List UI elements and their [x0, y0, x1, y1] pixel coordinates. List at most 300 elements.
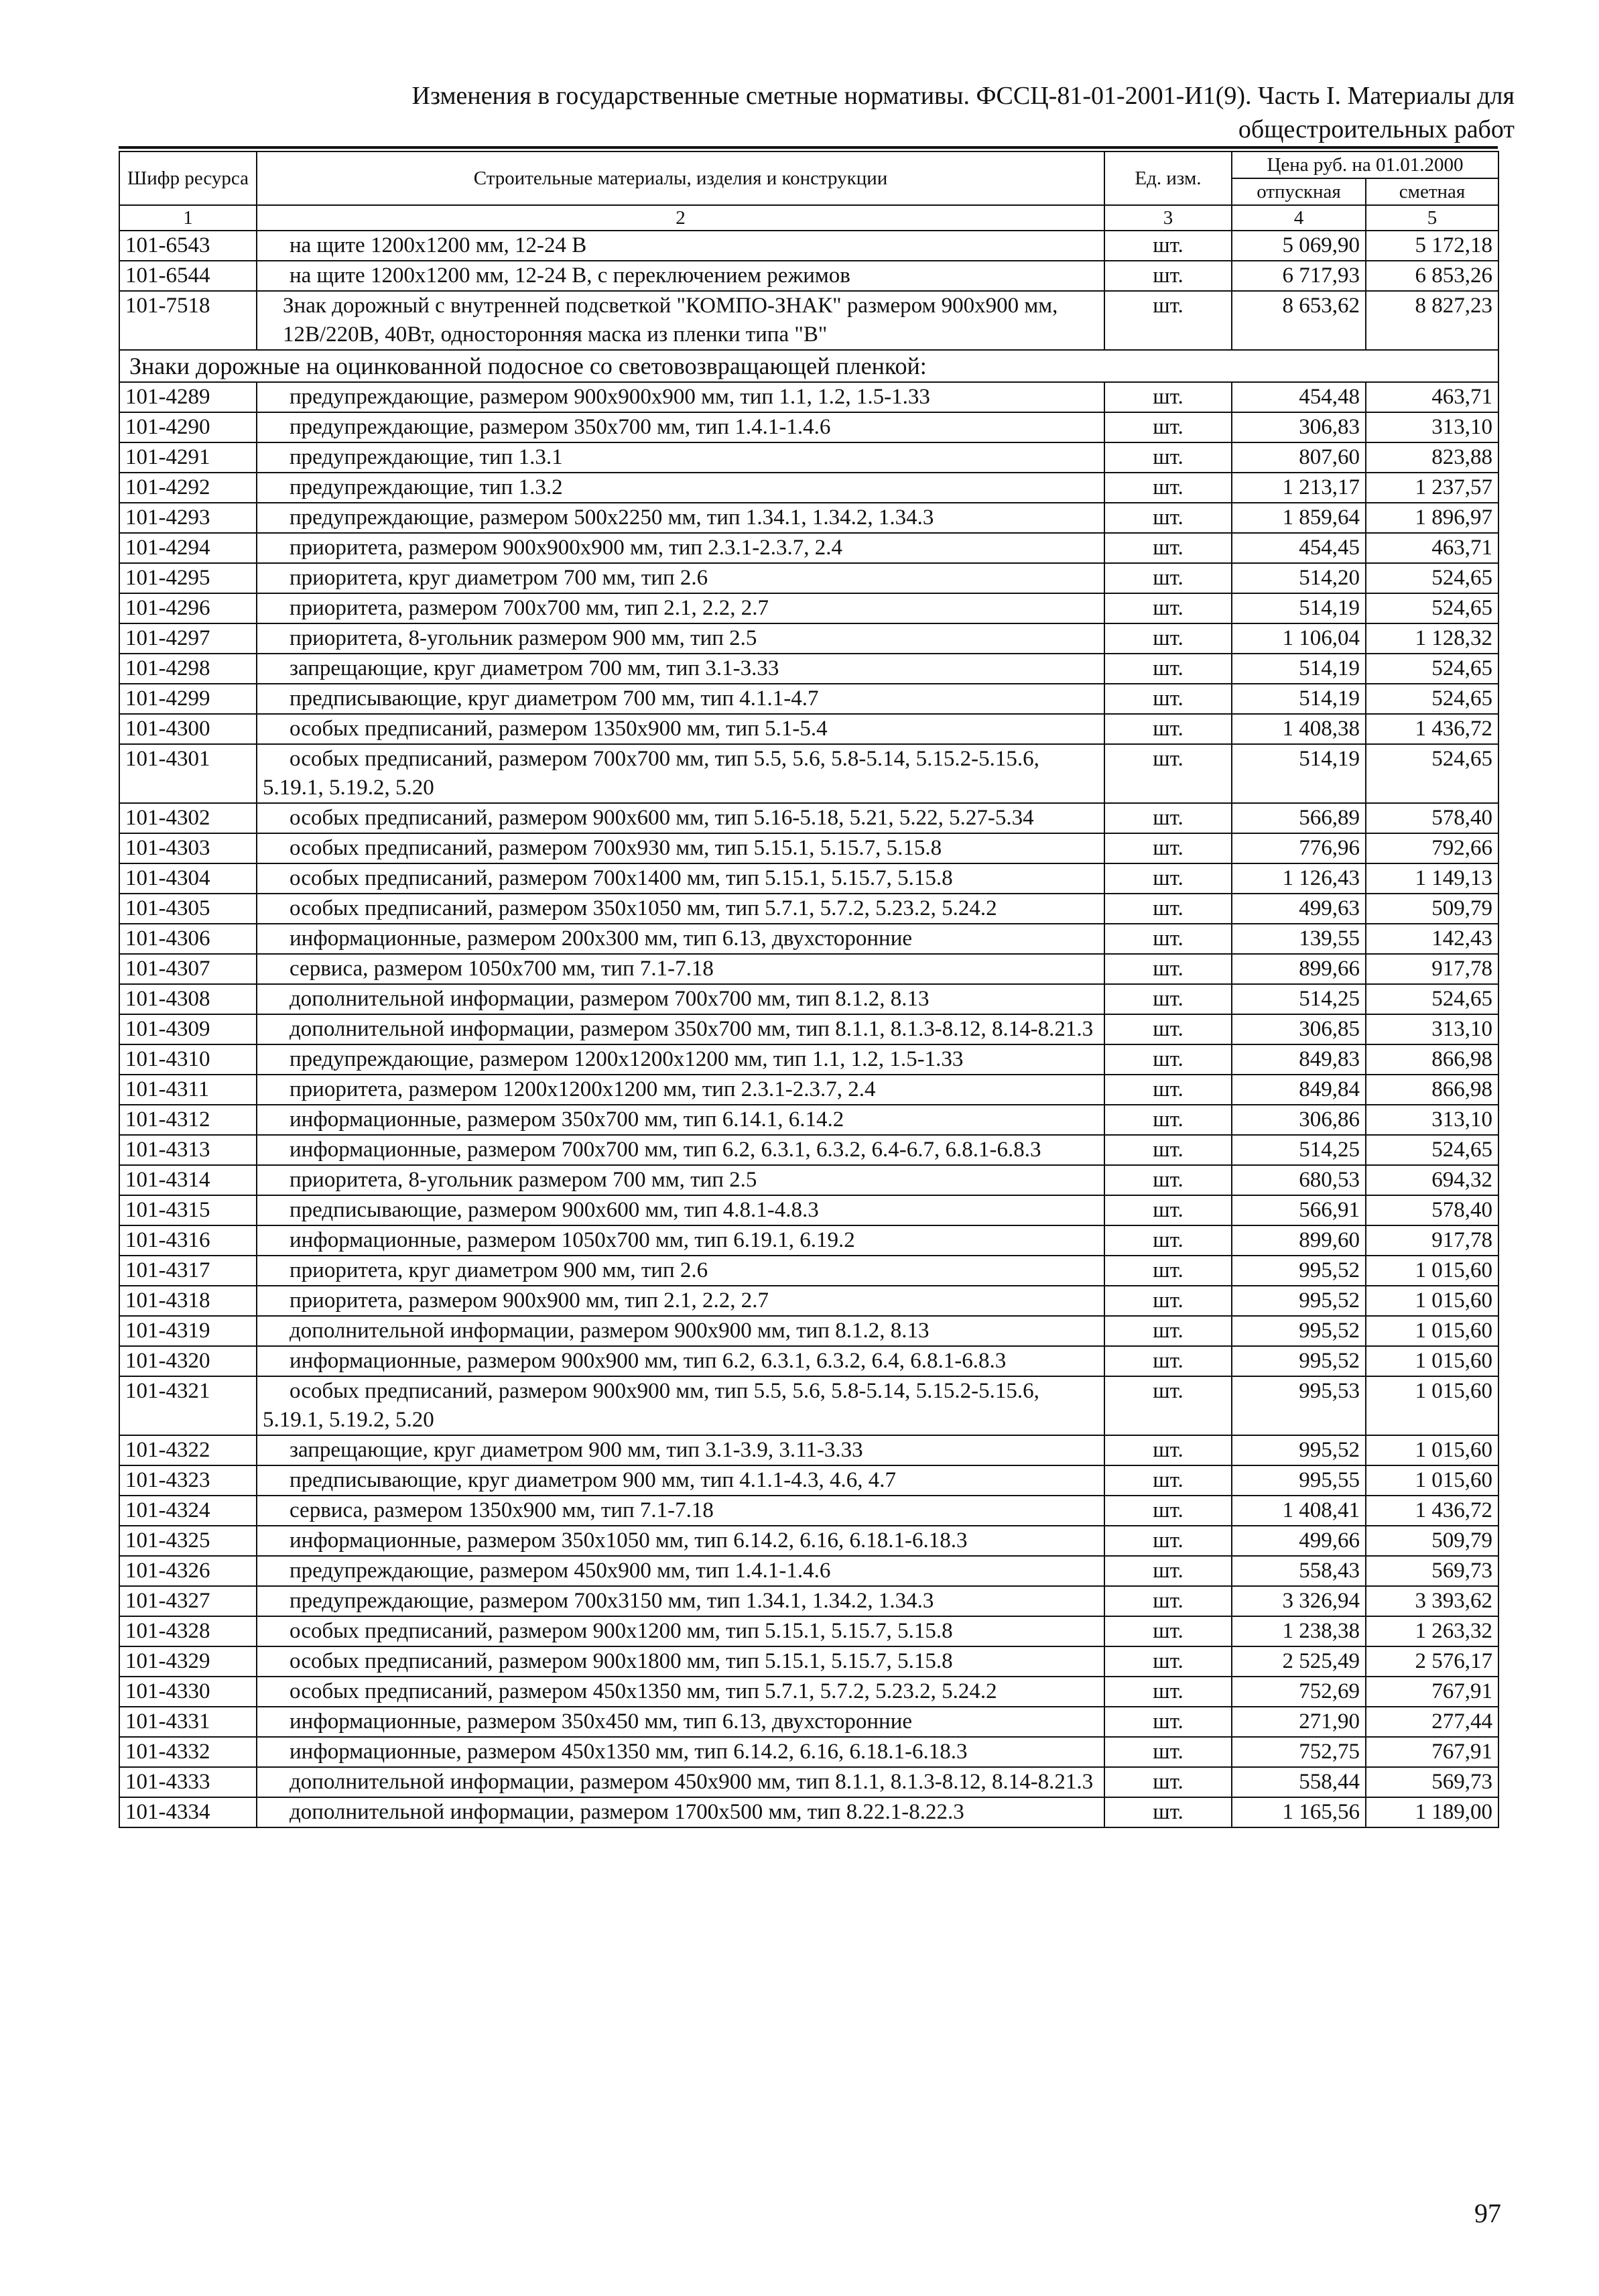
resource-code: 101-4314: [119, 1165, 257, 1195]
release-price: 995,55: [1232, 1465, 1366, 1496]
estimate-price: 313,10: [1366, 412, 1498, 442]
unit-of-measure: шт.: [1104, 1797, 1232, 1827]
unit-of-measure: шт.: [1104, 1105, 1232, 1135]
table-row: [119, 533, 1498, 563]
release-price: 558,44: [1232, 1767, 1366, 1797]
material-description: дополнительной информации, размером 1700х500 мм, тип 8.22.1-8.22.3: [257, 1797, 1104, 1827]
section-title: Знаки дорожные на оцинкованной подосное со световозвращающей пленкой:: [119, 350, 1498, 382]
material-description: особых предписаний, размером 700х1400 мм, тип 5.15.1, 5.15.7, 5.15.8: [257, 863, 1104, 894]
material-description: особых предписаний, размером 900х600 мм, тип 5.16-5.18, 5.21, 5.22, 5.27-5.34: [257, 803, 1104, 833]
unit-of-measure: шт.: [1104, 473, 1232, 503]
resource-code: 101-4319: [119, 1316, 257, 1346]
material-description: на щите 1200х1200 мм, 12-24 В, с переключением режимов: [257, 261, 1104, 291]
resource-code: 101-4317: [119, 1256, 257, 1286]
material-description: информационные, размером 900х900 мм, тип 6.2, 6.3.1, 6.3.2, 6.4, 6.8.1-6.8.3: [257, 1346, 1104, 1376]
material-description: запрещающие, круг диаметром 700 мм, тип 3.1-3.33: [257, 654, 1104, 684]
material-description: дополнительной информации, размером 900х900 мм, тип 8.1.2, 8.13: [257, 1316, 1104, 1346]
resource-code: 101-4297: [119, 623, 257, 654]
column-number: 1: [119, 205, 257, 231]
resource-code: 101-4304: [119, 863, 257, 894]
header-code: Шифр ресурса: [119, 152, 257, 205]
release-price: 6 717,93: [1232, 261, 1366, 291]
unit-of-measure: шт.: [1104, 954, 1232, 984]
release-price: 499,66: [1232, 1526, 1366, 1556]
estimate-price: 524,65: [1366, 563, 1498, 593]
release-price: 995,53: [1232, 1376, 1366, 1435]
estimate-price: 1 263,32: [1366, 1616, 1498, 1646]
material-description: информационные, размером 350х450 мм, тип 6.13, двухсторонние: [257, 1707, 1104, 1737]
table-row: [119, 1526, 1498, 1556]
material-description: приоритета, размером 700х700 мм, тип 2.1, 2.2, 2.7: [257, 593, 1104, 623]
estimate-price: 694,32: [1366, 1165, 1498, 1195]
resource-code: 101-4295: [119, 563, 257, 593]
resource-code: 101-4318: [119, 1286, 257, 1316]
resource-code: 101-4291: [119, 442, 257, 473]
estimate-price: 2 576,17: [1366, 1646, 1498, 1677]
material-description: приоритета, 8-угольник размером 700 мм, тип 2.5: [257, 1165, 1104, 1195]
table-row: [119, 291, 1498, 350]
resource-code: 101-4302: [119, 803, 257, 833]
resource-code: 101-4334: [119, 1797, 257, 1827]
release-price: 499,63: [1232, 894, 1366, 924]
unit-of-measure: шт.: [1104, 1014, 1232, 1044]
table-row: [119, 1767, 1498, 1797]
table-row: [119, 1105, 1498, 1135]
material-description: предупреждающие, тип 1.3.1: [257, 442, 1104, 473]
release-price: 514,19: [1232, 654, 1366, 684]
release-price: 849,84: [1232, 1075, 1366, 1105]
table-row: [119, 1195, 1498, 1225]
material-description: предписывающие, круг диаметром 900 мм, тип 4.1.1-4.3, 4.6, 4.7: [257, 1465, 1104, 1496]
unit-of-measure: шт.: [1104, 924, 1232, 954]
unit-of-measure: шт.: [1104, 382, 1232, 412]
material-description: приоритета, 8-угольник размером 900 мм, тип 2.5: [257, 623, 1104, 654]
release-price: 566,89: [1232, 803, 1366, 833]
column-number: 3: [1104, 205, 1232, 231]
estimate-price: 463,71: [1366, 533, 1498, 563]
material-description: информационные, размером 350х1050 мм, тип 6.14.2, 6.16, 6.18.1-6.18.3: [257, 1526, 1104, 1556]
release-price: 680,53: [1232, 1165, 1366, 1195]
unit-of-measure: шт.: [1104, 1767, 1232, 1797]
material-description: особых предписаний, размером 700х930 мм, тип 5.15.1, 5.15.7, 5.15.8: [257, 833, 1104, 863]
resource-code: 101-4329: [119, 1646, 257, 1677]
header-description: Строительные материалы, изделия и конструкции: [257, 152, 1104, 205]
unit-of-measure: шт.: [1104, 1556, 1232, 1586]
estimate-price: 1 896,97: [1366, 503, 1498, 533]
unit-of-measure: шт.: [1104, 1075, 1232, 1105]
release-price: 271,90: [1232, 1707, 1366, 1737]
estimate-price: 1 128,32: [1366, 623, 1498, 654]
unit-of-measure: шт.: [1104, 714, 1232, 744]
table-row: [119, 623, 1498, 654]
unit-of-measure: шт.: [1104, 1616, 1232, 1646]
unit-of-measure: шт.: [1104, 863, 1232, 894]
table-row: [119, 654, 1498, 684]
estimate-price: 767,91: [1366, 1737, 1498, 1767]
price-table: [119, 151, 1499, 1828]
table-body: [119, 231, 1498, 1827]
header-release-price: отпускная: [1232, 178, 1366, 205]
release-price: 558,43: [1232, 1556, 1366, 1586]
estimate-price: 142,43: [1366, 924, 1498, 954]
resource-code: 101-4311: [119, 1075, 257, 1105]
material-description: предупреждающие, размером 500х2250 мм, тип 1.34.1, 1.34.2, 1.34.3: [257, 503, 1104, 533]
table-row: [119, 1316, 1498, 1346]
material-description: предупреждающие, тип 1.3.2: [257, 473, 1104, 503]
estimate-price: 1 015,60: [1366, 1256, 1498, 1286]
estimate-price: 792,66: [1366, 833, 1498, 863]
estimate-price: 524,65: [1366, 1135, 1498, 1165]
unit-of-measure: шт.: [1104, 1707, 1232, 1737]
unit-of-measure: шт.: [1104, 1496, 1232, 1526]
header-divider: [119, 146, 1498, 149]
unit-of-measure: шт.: [1104, 1526, 1232, 1556]
table-row: [119, 1556, 1498, 1586]
material-description: приоритета, размером 1200х1200х1200 мм, тип 2.3.1-2.3.7, 2.4: [257, 1075, 1104, 1105]
estimate-price: 313,10: [1366, 1105, 1498, 1135]
table-row: [119, 231, 1498, 261]
unit-of-measure: шт.: [1104, 1465, 1232, 1496]
resource-code: 101-4299: [119, 684, 257, 714]
material-description: информационные, размером 450х1350 мм, тип 6.14.2, 6.16, 6.18.1-6.18.3: [257, 1737, 1104, 1767]
header-line-2: общестроительных работ: [1238, 115, 1515, 143]
estimate-price: 866,98: [1366, 1075, 1498, 1105]
table-row: [119, 863, 1498, 894]
unit-of-measure: шт.: [1104, 291, 1232, 350]
material-description: информационные, размером 1050х700 мм, тип 6.19.1, 6.19.2: [257, 1225, 1104, 1256]
material-description: предписывающие, размером 900х600 мм, тип 4.8.1-4.8.3: [257, 1195, 1104, 1225]
unit-of-measure: шт.: [1104, 654, 1232, 684]
column-number: 2: [257, 205, 1104, 231]
material-description: запрещающие, круг диаметром 900 мм, тип 3.1-3.9, 3.11-3.33: [257, 1435, 1104, 1465]
unit-of-measure: шт.: [1104, 593, 1232, 623]
material-description: дополнительной информации, размером 450х900 мм, тип 8.1.1, 8.1.3-8.12, 8.14-8.21.3: [257, 1767, 1104, 1797]
unit-of-measure: шт.: [1104, 1256, 1232, 1286]
resource-code: 101-4309: [119, 1014, 257, 1044]
material-description: предписывающие, круг диаметром 700 мм, тип 4.1.1-4.7: [257, 684, 1104, 714]
table-row: [119, 593, 1498, 623]
release-price: 3 326,94: [1232, 1586, 1366, 1616]
resource-code: 101-4328: [119, 1616, 257, 1646]
estimate-price: 569,73: [1366, 1556, 1498, 1586]
release-price: 752,69: [1232, 1677, 1366, 1707]
estimate-price: 1 015,60: [1366, 1435, 1498, 1465]
unit-of-measure: шт.: [1104, 261, 1232, 291]
material-description: сервиса, размером 1350х900 мм, тип 7.1-7.18: [257, 1496, 1104, 1526]
table-row: [119, 1465, 1498, 1496]
material-description: на щите 1200х1200 мм, 12-24 В: [257, 231, 1104, 261]
estimate-price: 5 172,18: [1366, 231, 1498, 261]
table-row: [119, 442, 1498, 473]
material-description: особых предписаний, размером 900х1800 мм, тип 5.15.1, 5.15.7, 5.15.8: [257, 1646, 1104, 1677]
estimate-price: 277,44: [1366, 1707, 1498, 1737]
material-description: Знак дорожный с внутренней подсветкой "КОМПО-ЗНАК" размером 900х900 мм, 12В/220В, 40Вт, односторонняя маска из пленки типа "В": [257, 291, 1104, 350]
resource-code: 101-4315: [119, 1195, 257, 1225]
release-price: 995,52: [1232, 1256, 1366, 1286]
release-price: 1 126,43: [1232, 863, 1366, 894]
release-price: 1 106,04: [1232, 623, 1366, 654]
material-description: особых предписаний, размером 900х1200 мм, тип 5.15.1, 5.15.7, 5.15.8: [257, 1616, 1104, 1646]
release-price: 306,86: [1232, 1105, 1366, 1135]
estimate-price: 1 436,72: [1366, 714, 1498, 744]
material-description: приоритета, круг диаметром 900 мм, тип 2.6: [257, 1256, 1104, 1286]
unit-of-measure: шт.: [1104, 503, 1232, 533]
unit-of-measure: шт.: [1104, 684, 1232, 714]
resource-code: 101-6543: [119, 231, 257, 261]
estimate-price: 463,71: [1366, 382, 1498, 412]
header-estimate-price: сметная: [1366, 178, 1498, 205]
release-price: 1 213,17: [1232, 473, 1366, 503]
unit-of-measure: шт.: [1104, 1435, 1232, 1465]
resource-code: 101-4321: [119, 1376, 257, 1435]
estimate-price: 6 853,26: [1366, 261, 1498, 291]
table-row: [119, 714, 1498, 744]
resource-code: 101-4320: [119, 1346, 257, 1376]
table-row: [119, 1256, 1498, 1286]
release-price: 139,55: [1232, 924, 1366, 954]
estimate-price: 524,65: [1366, 744, 1498, 803]
material-description: особых предписаний, размером 900х900 мм, тип 5.5, 5.6, 5.8-5.14, 5.15.2-5.15.6, 5.19.1, 5.19.2, 5.20: [257, 1376, 1104, 1435]
resource-code: 101-4308: [119, 984, 257, 1014]
estimate-price: 524,65: [1366, 684, 1498, 714]
material-description: дополнительной информации, размером 700х700 мм, тип 8.1.2, 8.13: [257, 984, 1104, 1014]
unit-of-measure: шт.: [1104, 412, 1232, 442]
table-row: [119, 954, 1498, 984]
material-description: приоритета, размером 900х900 мм, тип 2.1, 2.2, 2.7: [257, 1286, 1104, 1316]
table-row: [119, 984, 1498, 1014]
estimate-price: 1 149,13: [1366, 863, 1498, 894]
release-price: 5 069,90: [1232, 231, 1366, 261]
release-price: 776,96: [1232, 833, 1366, 863]
estimate-price: 509,79: [1366, 894, 1498, 924]
release-price: 752,75: [1232, 1737, 1366, 1767]
estimate-price: 917,78: [1366, 1225, 1498, 1256]
resource-code: 101-4330: [119, 1677, 257, 1707]
material-description: приоритета, круг диаметром 700 мм, тип 2.6: [257, 563, 1104, 593]
table-row: [119, 1586, 1498, 1616]
table-row: [119, 473, 1498, 503]
material-description: приоритета, размером 900х900х900 мм, тип 2.3.1-2.3.7, 2.4: [257, 533, 1104, 563]
material-description: предупреждающие, размером 1200х1200х1200 мм, тип 1.1, 1.2, 1.5-1.33: [257, 1044, 1104, 1075]
resource-code: 101-4316: [119, 1225, 257, 1256]
material-description: особых предписаний, размером 450х1350 мм, тип 5.7.1, 5.7.2, 5.23.2, 5.24.2: [257, 1677, 1104, 1707]
table-row: [119, 1135, 1498, 1165]
table-row: [119, 1225, 1498, 1256]
table-row: [119, 803, 1498, 833]
resource-code: 101-4326: [119, 1556, 257, 1586]
estimate-price: 509,79: [1366, 1526, 1498, 1556]
estimate-price: 578,40: [1366, 1195, 1498, 1225]
unit-of-measure: шт.: [1104, 1195, 1232, 1225]
estimate-price: 1 436,72: [1366, 1496, 1498, 1526]
resource-code: 101-4313: [119, 1135, 257, 1165]
release-price: 514,19: [1232, 684, 1366, 714]
release-price: 899,66: [1232, 954, 1366, 984]
release-price: 514,19: [1232, 593, 1366, 623]
release-price: 306,83: [1232, 412, 1366, 442]
release-price: 995,52: [1232, 1346, 1366, 1376]
material-description: предупреждающие, размером 900х900х900 мм, тип 1.1, 1.2, 1.5-1.33: [257, 382, 1104, 412]
release-price: 995,52: [1232, 1316, 1366, 1346]
resource-code: 101-4294: [119, 533, 257, 563]
material-description: дополнительной информации, размером 350х700 мм, тип 8.1.1, 8.1.3-8.12, 8.14-8.21.3: [257, 1014, 1104, 1044]
estimate-price: 1 015,60: [1366, 1316, 1498, 1346]
table-row: [119, 1677, 1498, 1707]
unit-of-measure: шт.: [1104, 744, 1232, 803]
release-price: 1 408,41: [1232, 1496, 1366, 1526]
resource-code: 101-4292: [119, 473, 257, 503]
material-description: сервиса, размером 1050х700 мм, тип 7.1-7.18: [257, 954, 1104, 984]
unit-of-measure: шт.: [1104, 984, 1232, 1014]
resource-code: 101-4305: [119, 894, 257, 924]
resource-code: 101-4298: [119, 654, 257, 684]
material-description: информационные, размером 200х300 мм, тип 6.13, двухсторонние: [257, 924, 1104, 954]
material-description: информационные, размером 700х700 мм, тип 6.2, 6.3.1, 6.3.2, 6.4-6.7, 6.8.1-6.8.3: [257, 1135, 1104, 1165]
estimate-price: 823,88: [1366, 442, 1498, 473]
release-price: 306,85: [1232, 1014, 1366, 1044]
release-price: 807,60: [1232, 442, 1366, 473]
resource-code: 101-4289: [119, 382, 257, 412]
material-description: предупреждающие, размером 450х900 мм, тип 1.4.1-1.4.6: [257, 1556, 1104, 1586]
table-row: [119, 894, 1498, 924]
unit-of-measure: шт.: [1104, 833, 1232, 863]
table-row: [119, 382, 1498, 412]
table-row: [119, 563, 1498, 593]
resource-code: 101-6544: [119, 261, 257, 291]
release-price: 514,25: [1232, 984, 1366, 1014]
resource-code: 101-4307: [119, 954, 257, 984]
table-row: [119, 1014, 1498, 1044]
release-price: 1 238,38: [1232, 1616, 1366, 1646]
material-description: особых предписаний, размером 350х1050 мм, тип 5.7.1, 5.7.2, 5.23.2, 5.24.2: [257, 894, 1104, 924]
resource-code: 101-4323: [119, 1465, 257, 1496]
material-description: информационные, размером 350х700 мм, тип 6.14.1, 6.14.2: [257, 1105, 1104, 1135]
material-description: предупреждающие, размером 350х700 мм, тип 1.4.1-1.4.6: [257, 412, 1104, 442]
unit-of-measure: шт.: [1104, 1225, 1232, 1256]
table-row: [119, 924, 1498, 954]
unit-of-measure: шт.: [1104, 231, 1232, 261]
table-row: [119, 261, 1498, 291]
material-description: особых предписаний, размером 1350х900 мм, тип 5.1-5.4: [257, 714, 1104, 744]
header-unit: Ед. изм.: [1104, 152, 1232, 205]
estimate-price: 313,10: [1366, 1014, 1498, 1044]
estimate-price: 8 827,23: [1366, 291, 1498, 350]
unit-of-measure: шт.: [1104, 803, 1232, 833]
resource-code: 101-4332: [119, 1737, 257, 1767]
table-row: [119, 684, 1498, 714]
estimate-price: 524,65: [1366, 593, 1498, 623]
unit-of-measure: шт.: [1104, 1044, 1232, 1075]
unit-of-measure: шт.: [1104, 1165, 1232, 1195]
table-row: [119, 1616, 1498, 1646]
unit-of-measure: шт.: [1104, 1376, 1232, 1435]
table-row: [119, 412, 1498, 442]
table-row: [119, 1496, 1498, 1526]
unit-of-measure: шт.: [1104, 1346, 1232, 1376]
estimate-price: 866,98: [1366, 1044, 1498, 1075]
table-row: [119, 833, 1498, 863]
estimate-price: 578,40: [1366, 803, 1498, 833]
unit-of-measure: шт.: [1104, 1135, 1232, 1165]
resource-code: 101-4296: [119, 593, 257, 623]
header-price-group: Цена руб. на 01.01.2000: [1232, 152, 1498, 178]
resource-code: 101-4293: [119, 503, 257, 533]
table-row: [119, 1044, 1498, 1075]
resource-code: 101-4331: [119, 1707, 257, 1737]
estimate-price: 1 237,57: [1366, 473, 1498, 503]
unit-of-measure: шт.: [1104, 1646, 1232, 1677]
table-row: [119, 1435, 1498, 1465]
unit-of-measure: шт.: [1104, 1316, 1232, 1346]
resource-code: 101-7518: [119, 291, 257, 350]
release-price: 514,20: [1232, 563, 1366, 593]
column-number: 4: [1232, 205, 1366, 231]
release-price: 1 165,56: [1232, 1797, 1366, 1827]
resource-code: 101-4301: [119, 744, 257, 803]
resource-code: 101-4322: [119, 1435, 257, 1465]
resource-code: 101-4312: [119, 1105, 257, 1135]
estimate-price: 524,65: [1366, 984, 1498, 1014]
release-price: 849,83: [1232, 1044, 1366, 1075]
column-number: 5: [1366, 205, 1498, 231]
table-row: [119, 1286, 1498, 1316]
release-price: 454,48: [1232, 382, 1366, 412]
estimate-price: 3 393,62: [1366, 1586, 1498, 1616]
release-price: 995,52: [1232, 1435, 1366, 1465]
release-price: 899,60: [1232, 1225, 1366, 1256]
table-row: [119, 1346, 1498, 1376]
material-description: предупреждающие, размером 700х3150 мм, тип 1.34.1, 1.34.2, 1.34.3: [257, 1586, 1104, 1616]
table-row: [119, 1707, 1498, 1737]
release-price: 2 525,49: [1232, 1646, 1366, 1677]
page-number: 97: [1474, 2198, 1501, 2228]
table-row: [119, 1797, 1498, 1827]
section-row: [119, 350, 1498, 382]
resource-code: 101-4300: [119, 714, 257, 744]
material-description: особых предписаний, размером 700х700 мм, тип 5.5, 5.6, 5.8-5.14, 5.15.2-5.15.6, 5.19.1, 5.19.2, 5.20: [257, 744, 1104, 803]
estimate-price: 1 015,60: [1366, 1346, 1498, 1376]
table-row: [119, 1165, 1498, 1195]
estimate-price: 917,78: [1366, 954, 1498, 984]
unit-of-measure: шт.: [1104, 1677, 1232, 1707]
resource-code: 101-4303: [119, 833, 257, 863]
table-row: [119, 1737, 1498, 1767]
release-price: 1 859,64: [1232, 503, 1366, 533]
unit-of-measure: шт.: [1104, 533, 1232, 563]
resource-code: 101-4310: [119, 1044, 257, 1075]
estimate-price: 524,65: [1366, 654, 1498, 684]
resource-code: 101-4306: [119, 924, 257, 954]
release-price: 1 408,38: [1232, 714, 1366, 744]
table-row: [119, 1075, 1498, 1105]
unit-of-measure: шт.: [1104, 894, 1232, 924]
release-price: 454,45: [1232, 533, 1366, 563]
estimate-price: 1 189,00: [1366, 1797, 1498, 1827]
table-row: [119, 503, 1498, 533]
unit-of-measure: шт.: [1104, 1286, 1232, 1316]
unit-of-measure: шт.: [1104, 563, 1232, 593]
page-header: [315, 79, 1515, 146]
header-line-1: Изменения в государственные сметные нормативы. ФССЦ-81-01-2001-И1(9). Часть I. Материалы для: [411, 82, 1515, 110]
unit-of-measure: шт.: [1104, 1737, 1232, 1767]
resource-code: 101-4324: [119, 1496, 257, 1526]
release-price: 514,25: [1232, 1135, 1366, 1165]
unit-of-measure: шт.: [1104, 1586, 1232, 1616]
resource-code: 101-4333: [119, 1767, 257, 1797]
resource-code: 101-4325: [119, 1526, 257, 1556]
release-price: 8 653,62: [1232, 291, 1366, 350]
unit-of-measure: шт.: [1104, 623, 1232, 654]
